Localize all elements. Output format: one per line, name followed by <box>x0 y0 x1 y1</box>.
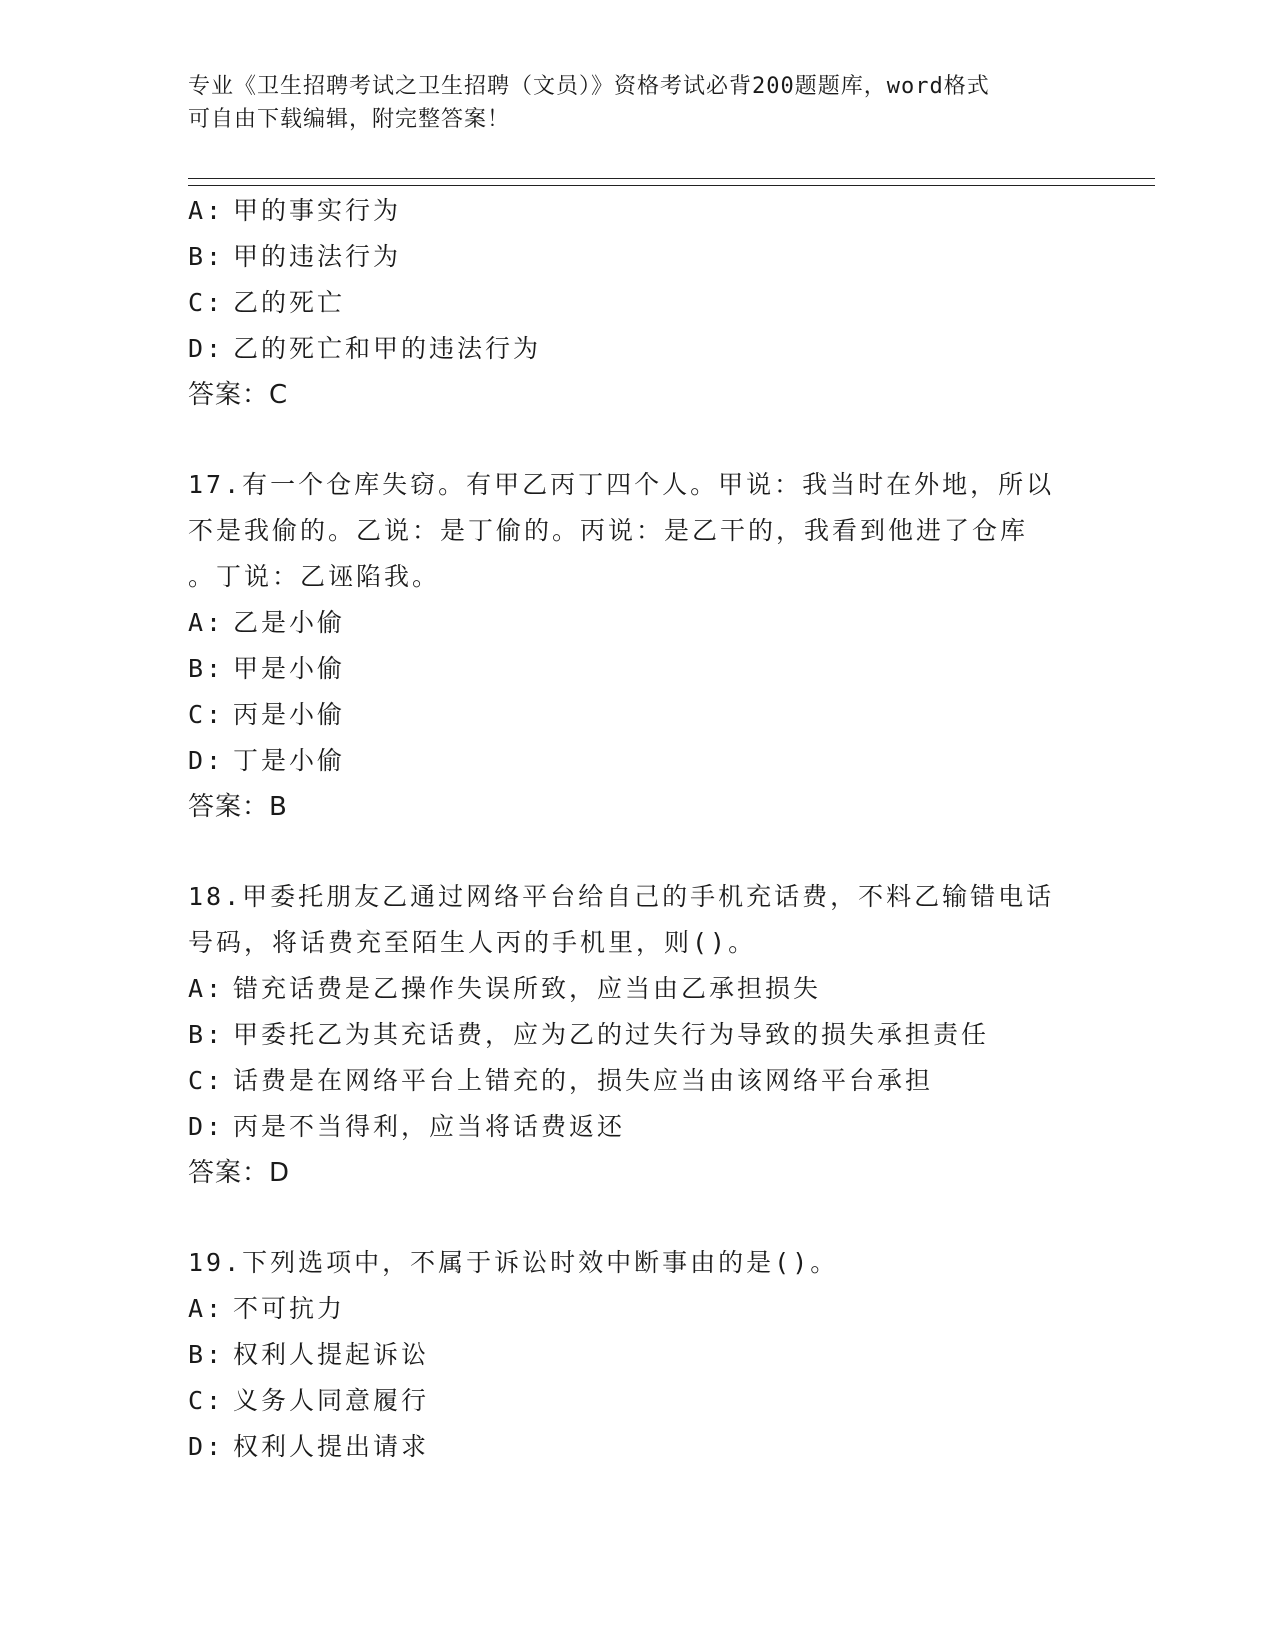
option-letter: A: <box>188 974 225 1003</box>
answer-option <box>188 966 1088 1012</box>
option-text: 不可抗力 <box>233 1294 346 1323</box>
header-line-2: 可自由下载编辑，附完整答案！ <box>188 107 511 132</box>
option-letter: A: <box>188 1294 225 1323</box>
block-spacer <box>188 1196 1088 1240</box>
question-block <box>188 188 1088 418</box>
option-text: 丁是小偷 <box>233 746 346 775</box>
option-text: 乙是小偷 <box>233 608 346 637</box>
option-letter: D: <box>188 1112 225 1141</box>
answer-option <box>188 646 1088 692</box>
answer-key: 答案：C <box>188 380 289 410</box>
question-list <box>188 188 1088 1470</box>
option-text: 甲的事实行为 <box>233 196 402 225</box>
header-divider <box>188 178 1155 186</box>
answer-option <box>188 1058 1088 1104</box>
header-line-1: 专业《卫生招聘考试之卫生招聘（文员）》资格考试必背200题题库，word格式 <box>188 74 990 99</box>
question-text-line: 不是我偷的。乙说：是丁偷的。丙说：是乙干的，我看到他进了仓库 <box>188 516 1029 545</box>
question-text-line: 19.下列选项中，不属于诉讼时效中断事由的是()。 <box>188 1248 839 1277</box>
answer-option <box>188 1424 1088 1470</box>
answer-option <box>188 1378 1088 1424</box>
option-text: 权利人提起诉讼 <box>233 1340 430 1369</box>
option-letter: C: <box>188 288 225 317</box>
option-text: 甲是小偷 <box>233 654 346 683</box>
answer-key: 答案：B <box>188 792 288 822</box>
question-text-line: 18.甲委托朋友乙通过网络平台给自己的手机充话费，不料乙输错电话 <box>188 882 1055 911</box>
option-letter: B: <box>188 242 225 271</box>
answer-option <box>188 280 1088 326</box>
answer-option <box>188 326 1088 372</box>
answer-option <box>188 692 1088 738</box>
option-text: 权利人提出请求 <box>233 1432 430 1461</box>
question-block <box>188 418 1088 830</box>
option-letter: A: <box>188 196 225 225</box>
option-letter: D: <box>188 1432 225 1461</box>
option-text: 甲委托乙为其充话费，应为乙的过失行为导致的损失承担责任 <box>233 1020 990 1049</box>
option-text: 乙的死亡 <box>233 288 346 317</box>
answer-key: 答案：D <box>188 1158 291 1188</box>
option-text: 话费是在网络平台上错充的，损失应当由该网络平台承担 <box>233 1066 934 1095</box>
question-block <box>188 1196 1088 1470</box>
option-letter: B: <box>188 654 225 683</box>
option-text: 乙的死亡和甲的违法行为 <box>233 334 542 363</box>
question-text-line: 。丁说：乙诬陷我。 <box>188 562 441 591</box>
option-letter: C: <box>188 700 225 729</box>
option-letter: D: <box>188 746 225 775</box>
block-spacer <box>188 830 1088 874</box>
option-letter: A: <box>188 608 225 637</box>
block-spacer <box>188 418 1088 462</box>
question-text-line: 号码，将话费充至陌生人丙的手机里，则()。 <box>188 928 757 957</box>
answer-option <box>188 738 1088 784</box>
option-text: 丙是小偷 <box>233 700 346 729</box>
answer-option <box>188 1286 1088 1332</box>
option-text: 错充话费是乙操作失误所致，应当由乙承担损失 <box>233 974 822 1003</box>
option-letter: B: <box>188 1340 225 1369</box>
option-text: 义务人同意履行 <box>233 1386 430 1415</box>
page-header <box>188 70 1068 136</box>
question-block <box>188 830 1088 1196</box>
answer-option <box>188 188 1088 234</box>
answer-option <box>188 600 1088 646</box>
option-text: 甲的违法行为 <box>233 242 402 271</box>
option-letter: C: <box>188 1066 225 1095</box>
answer-option <box>188 1332 1088 1378</box>
answer-option <box>188 1104 1088 1150</box>
option-letter: B: <box>188 1020 225 1049</box>
answer-option <box>188 1012 1088 1058</box>
answer-option <box>188 234 1088 280</box>
option-text: 丙是不当得利，应当将话费返还 <box>233 1112 626 1141</box>
option-letter: C: <box>188 1386 225 1415</box>
option-letter: D: <box>188 334 225 363</box>
question-text-line: 17.有一个仓库失窃。有甲乙丙丁四个人。甲说：我当时在外地，所以 <box>188 470 1055 499</box>
